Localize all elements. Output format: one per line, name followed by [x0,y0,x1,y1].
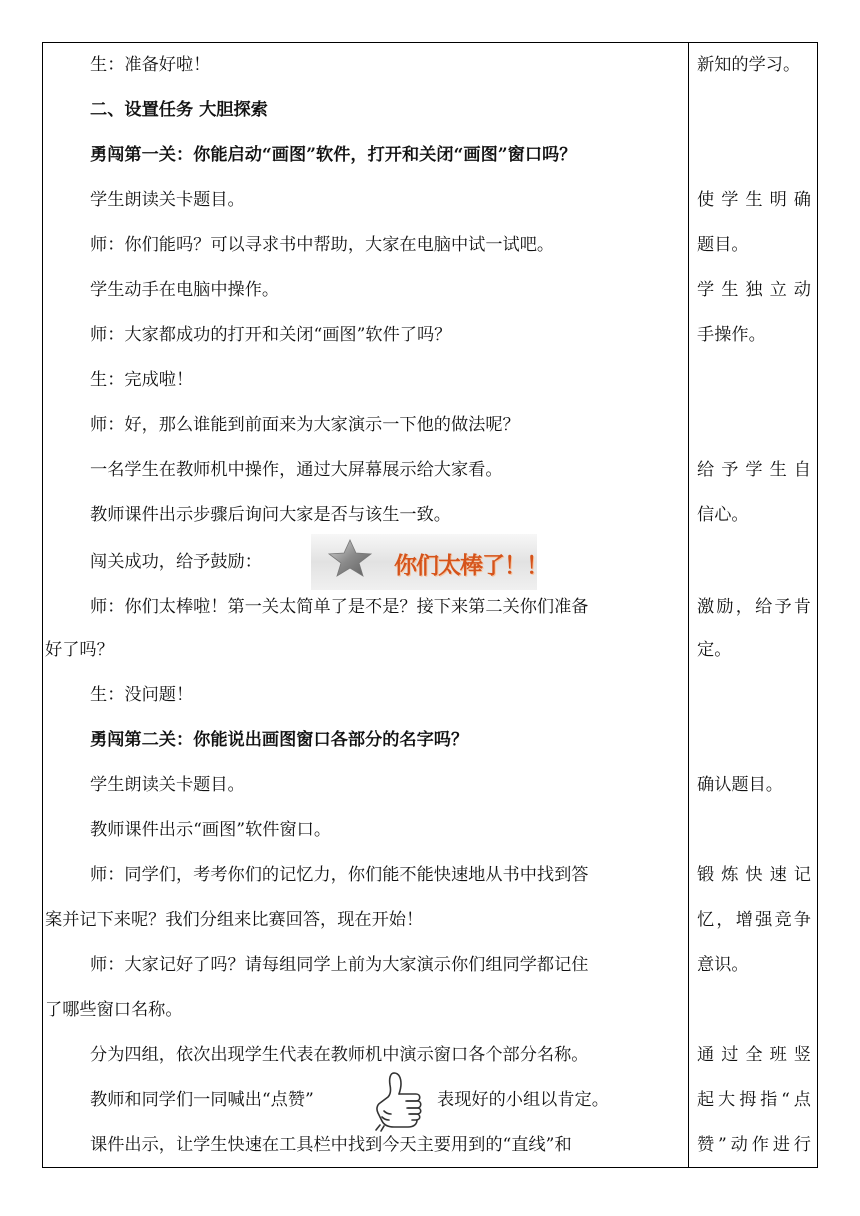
text-line: 闯关成功，给予鼓励： [90,552,262,572]
section-heading: 二、设置任务 大胆探索 [90,100,268,120]
star-icon [325,538,375,578]
note-line: 定。 [697,640,732,660]
text-line: 生：完成啦！ [90,370,194,390]
note-line: 给予学生自 [697,460,811,480]
text-line: 一名学生在教师机中操作，通过大屏幕展示给大家看。 [90,460,503,480]
note-line: 赞”动作进行 [697,1135,811,1155]
note-line: 信心。 [697,505,749,525]
thumbs-up-icon [372,1067,428,1133]
text-line: 生：没问题！ [90,685,194,705]
text-line: 师：大家记好了吗？请每组同学上前为大家演示你们组同学都记住 [90,955,589,975]
text-line: 师：同学们，考考你们的记忆力，你们能不能快速地从书中找到答 [90,865,589,885]
text-line: 师：你们能吗？可以寻求书中帮助，大家在电脑中试一试吧。 [90,235,555,255]
column-divider [688,42,689,1168]
text-line: 案并记下来呢？我们分组来比赛回答，现在开始！ [45,910,424,930]
text-line: 生：准备好啦！ [90,55,211,75]
praise-banner-text: 你们太棒了！！ [394,553,548,579]
note-line: 起大拇指“点 [697,1090,811,1110]
note-line: 通过全班竖 [697,1045,811,1065]
text-line: 表现好的小组以肯定。 [437,1090,609,1110]
note-line: 题目。 [697,235,749,255]
text-line: 好了吗？ [45,640,114,660]
note-line: 锻炼快速记 [697,865,811,885]
praise-banner-image [311,534,548,590]
note-line: 激励，给予肯 [697,597,811,617]
text-line: 教师课件出示“画图”软件窗口。 [90,820,332,840]
text-line: 师：好，那么谁能到前面来为大家演示一下他的做法呢？ [90,415,520,435]
text-line: 师：你们太棒啦！第一关太简单了是不是？接下来第二关你们准备 [90,597,589,617]
text-line: 教师课件出示步骤后询问大家是否与该生一致。 [90,505,451,525]
note-line: 忆，增强竞争 [697,910,811,930]
note-line: 确认题目。 [697,775,783,795]
text-line: 师：大家都成功的打开和关闭“画图”软件了吗？ [90,325,452,345]
level-two-heading: 勇闯第二关：你能说出画图窗口各部分的名字吗？ [90,730,469,750]
text-line: 分为四组，依次出现学生代表在教师机中演示窗口各个部分名称。 [90,1045,589,1065]
note-line: 学生独立动 [697,280,811,300]
note-line: 意识。 [697,955,749,975]
text-line: 教师和同学们一同喊出“点赞” [90,1090,314,1110]
text-line: 学生朗读关卡题目。 [90,775,245,795]
note-line: 新知的学习。 [697,55,801,75]
note-line: 使学生明确 [697,190,811,210]
text-line: 课件出示，让学生快速在工具栏中找到今天主要用到的“直线”和 [90,1135,572,1155]
text-line: 学生朗读关卡题目。 [90,190,245,210]
text-line: 了哪些窗口名称。 [45,1000,183,1020]
text-line: 学生动手在电脑中操作。 [90,280,280,300]
level-one-heading: 勇闯第一关：你能启动“画图”软件，打开和关闭“画图”窗口吗？ [90,145,577,165]
note-line: 手操作。 [697,325,766,345]
